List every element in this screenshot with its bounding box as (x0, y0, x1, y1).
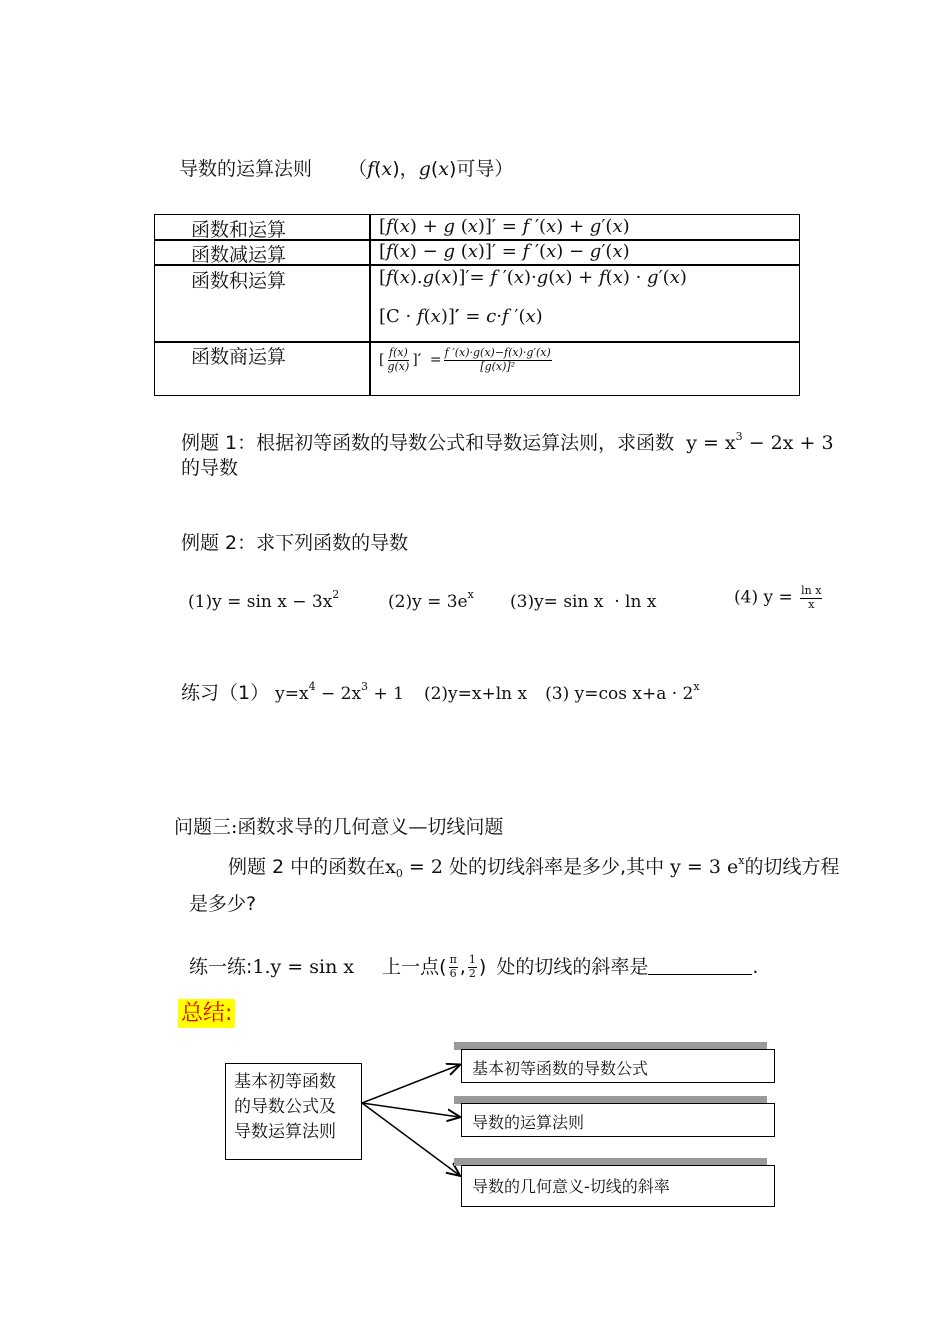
problem-3-title: 问题三:函数求导的几何意义—切线问题 (174, 816, 504, 838)
row-label-sum: 函数和运算 (191, 219, 287, 241)
summary-branch-3: 导数的几何意义-切线的斜率 (461, 1165, 775, 1207)
row-label-quotient: 函数商运算 (191, 346, 287, 368)
practice-item-2: (2)y=x+ln x (423, 684, 528, 704)
example-2-item-1: $(1)y = \sin x - 3x^2$ (188, 588, 340, 612)
practice-label: 练习（1） (181, 682, 270, 704)
summary-main-box: 基本初等函数 的导数公式及 导数运算法则 (225, 1063, 362, 1160)
heading-condition: （f(x)，g(x)可导） (348, 158, 514, 180)
practice-item-3: (3) y=cos $x+a \cdot 2^x$ (545, 680, 700, 704)
example-2-text: 求下列函数的导数 (256, 532, 409, 554)
summary-branch-1: 基本初等函数的导数公式 (461, 1049, 775, 1083)
problem-3-question: 例题 2 中的函数在$x_0 = 2$ 处的切线斜率是多少,其中 y = 3 $e^x$的切线方程 (228, 854, 840, 880)
row-formula-quotient: [ $\frac{f(x)}{g(x)}$ ]′ = $\frac{f '(x)\cdot g(x)-f(x)\cdot g'(x)}{\text{[g(x)]²}}$ (379, 346, 551, 373)
example-1-text: 根据初等函数的导数公式和导数运算法则，求函数 (256, 432, 675, 454)
summary-label: 总结: (178, 996, 235, 1027)
exercise: 练一练:1.y = sin x 上一点( $\frac{\pi}{6}$ , $\frac{1}{2}$ ) 处的切线的斜率是 . (189, 953, 759, 980)
row-formula-product: [f(x).g(x)]′= f ′(x)·g(x) + f(x) · g′(x) (379, 267, 687, 288)
row-label-diff: 函数减运算 (191, 244, 287, 266)
practice-item-1: $y=x^4 - 2x^3 + 1$ (275, 680, 404, 704)
example-1-text-2: 的导数 (181, 457, 239, 479)
example-1-label: 例题 1： (181, 432, 257, 454)
summary-branch-2: 导数的运算法则 (461, 1103, 775, 1137)
example-2-item-3: (3)y= sin x · ln x (510, 592, 657, 612)
problem-3-question-2: 是多少? (189, 893, 257, 915)
row-formula-sum: [f(x) + g (x)]′ = f ′(x) + g′(x) (379, 216, 630, 237)
example-2-item-2: $(2)y = 3e^x$ (388, 588, 474, 612)
row-formula-constant: [C · f(x)]′ = c·f ′(x) (379, 306, 543, 327)
heading-title: 导数的运算法则 (179, 158, 313, 180)
example-2-label: 例题 2： (181, 532, 257, 554)
example-2-item-4: (4) y = $\frac{\text{ln x}}{x}$ (734, 584, 822, 611)
row-formula-diff: [f(x) − g (x)]′ = f ′(x) − g′(x) (379, 241, 630, 262)
row-label-product: 函数积运算 (191, 270, 287, 292)
exercise-end: 处的切线的斜率是 (496, 956, 649, 978)
example-1-formula: $y = x^3 - 2x + 3$ (686, 430, 834, 454)
